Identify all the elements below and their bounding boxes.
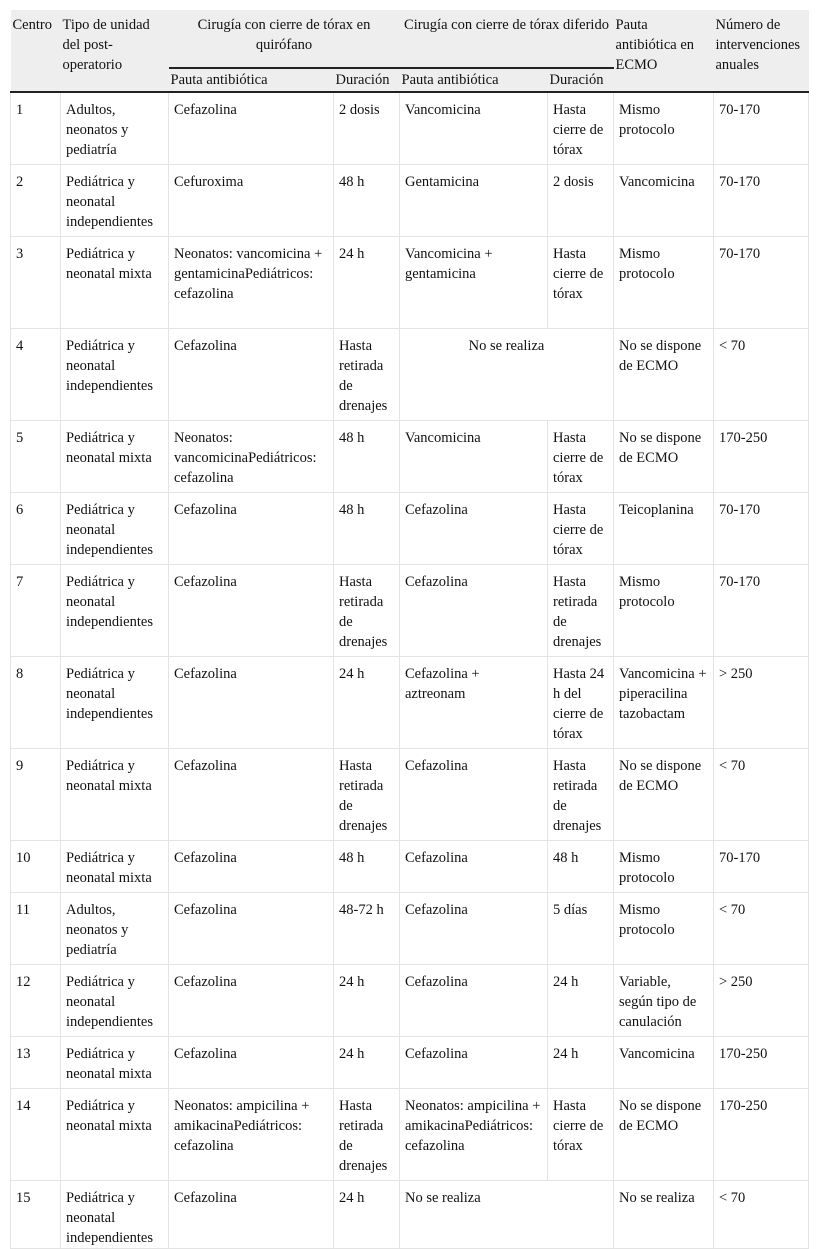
header-cierre-diferido: Cirugía con cierre de tórax diferido (400, 10, 614, 68)
cell-centro: 1 (11, 92, 61, 165)
cell-centro: 3 (11, 237, 61, 329)
cell-diferido-duracion: 5 días (548, 893, 614, 965)
header-diferido-pauta: Pauta antibiótica (400, 68, 548, 92)
header-diferido-duracion: Duración (548, 68, 614, 92)
cell-quirofano-duracion: Hasta retirada de drenajes (334, 1089, 400, 1181)
cell-tipo-unidad: Pediátrica y neonatal mixta (61, 749, 169, 841)
table-row (11, 1181, 809, 1249)
cell-diferido-duracion: Hasta cierre de tórax (548, 1089, 614, 1181)
cell-quirofano-duracion: 48 h (334, 493, 400, 565)
cell-numero-intervenciones: 70-170 (714, 165, 809, 237)
cell-quirofano-pauta: Cefazolina (169, 841, 334, 893)
table-row (11, 493, 809, 565)
cell-centro: 8 (11, 657, 61, 749)
cell-quirofano-duracion: 24 h (334, 237, 400, 329)
cell-numero-intervenciones: 70-170 (714, 237, 809, 329)
cell-pauta-ecmo: No se realiza (614, 1181, 714, 1249)
cell-diferido-pauta: Vancomicina + gentamicina (400, 237, 548, 329)
cell-quirofano-pauta: Cefazolina (169, 493, 334, 565)
cell-diferido-duracion: Hasta 24 h del cierre de tórax (548, 657, 614, 749)
header-quirofano-pauta: Pauta antibiótica (169, 68, 334, 92)
cell-quirofano-duracion: Hasta retirada de drenajes (334, 565, 400, 657)
cell-tipo-unidad: Pediátrica y neonatal independientes (61, 493, 169, 565)
cell-tipo-unidad: Pediátrica y neonatal independientes (61, 165, 169, 237)
table-row (11, 92, 809, 165)
header-tipo-unidad: Tipo de unidad del post-operatorio (61, 10, 169, 92)
table-row (11, 565, 809, 657)
table-row (11, 893, 809, 965)
cell-tipo-unidad: Pediátrica y neonatal independientes (61, 657, 169, 749)
table-body (11, 92, 809, 1249)
cell-centro: 7 (11, 565, 61, 657)
cell-numero-intervenciones: < 70 (714, 749, 809, 841)
cell-numero-intervenciones: 70-170 (714, 841, 809, 893)
cell-diferido-duracion: 24 h (548, 965, 614, 1037)
cell-quirofano-pauta: Cefazolina (169, 965, 334, 1037)
header-quirofano-duracion: Duración (334, 68, 400, 92)
antibiotic-protocol-table (10, 10, 809, 1249)
cell-quirofano-pauta: Cefazolina (169, 1037, 334, 1089)
cell-quirofano-pauta: Cefazolina (169, 893, 334, 965)
cell-pauta-ecmo: Mismo protocolo (614, 92, 714, 165)
cell-diferido-pauta: Cefazolina (400, 1037, 548, 1089)
cell-pauta-ecmo: Vancomicina (614, 165, 714, 237)
header-cierre-quirofano: Cirugía con cierre de tórax en quirófano (169, 10, 400, 68)
cell-diferido-pauta: Neonatos: ampicilina + amikacinaPediátricos: cefazolina (400, 1089, 548, 1181)
cell-pauta-ecmo: No se dispone de ECMO (614, 1089, 714, 1181)
table-row (11, 657, 809, 749)
cell-pauta-ecmo: Mismo protocolo (614, 237, 714, 329)
table-row (11, 749, 809, 841)
table-row (11, 1037, 809, 1089)
cell-quirofano-duracion: 24 h (334, 657, 400, 749)
cell-numero-intervenciones: 170-250 (714, 421, 809, 493)
cell-tipo-unidad: Pediátrica y neonatal independientes (61, 329, 169, 421)
cell-quirofano-duracion: 24 h (334, 1037, 400, 1089)
cell-centro: 12 (11, 965, 61, 1037)
cell-pauta-ecmo: Teicoplanina (614, 493, 714, 565)
cell-quirofano-pauta: Neonatos: vancomicinaPediátricos: cefazolina (169, 421, 334, 493)
cell-quirofano-pauta: Cefazolina (169, 329, 334, 421)
cell-quirofano-duracion: 2 dosis (334, 92, 400, 165)
header-numero-intervenciones: Número de intervenciones anuales (714, 10, 809, 92)
cell-pauta-ecmo: Mismo protocolo (614, 565, 714, 657)
cell-diferido-duracion: Hasta cierre de tórax (548, 421, 614, 493)
table-row (11, 965, 809, 1037)
cell-numero-intervenciones: > 250 (714, 657, 809, 749)
table-row (11, 165, 809, 237)
header-pauta-ecmo: Pauta antibiótica en ECMO (614, 10, 714, 92)
cell-diferido-pauta: Cefazolina (400, 493, 548, 565)
cell-diferido-pauta: Cefazolina (400, 965, 548, 1037)
cell-tipo-unidad: Adultos, neonatos y pediatría (61, 92, 169, 165)
cell-quirofano-pauta: Cefazolina (169, 565, 334, 657)
cell-diferido-duracion: Hasta cierre de tórax (548, 237, 614, 329)
cell-numero-intervenciones: > 250 (714, 965, 809, 1037)
cell-pauta-ecmo: Vancomicina (614, 1037, 714, 1089)
cell-pauta-ecmo: Vancomicina + piperacilina tazobactam (614, 657, 714, 749)
cell-diferido-merged: No se realiza (400, 1181, 614, 1249)
cell-pauta-ecmo: No se dispone de ECMO (614, 329, 714, 421)
cell-centro: 5 (11, 421, 61, 493)
cell-diferido-duracion: Hasta retirada de drenajes (548, 749, 614, 841)
table-row (11, 841, 809, 893)
table-row (11, 329, 809, 421)
cell-quirofano-pauta: Cefazolina (169, 749, 334, 841)
cell-diferido-duracion: Hasta cierre de tórax (548, 493, 614, 565)
cell-diferido-duracion: 24 h (548, 1037, 614, 1089)
table-row (11, 421, 809, 493)
cell-quirofano-pauta: Cefuroxima (169, 165, 334, 237)
cell-quirofano-duracion: 48-72 h (334, 893, 400, 965)
cell-centro: 11 (11, 893, 61, 965)
cell-diferido-pauta: Cefazolina (400, 749, 548, 841)
cell-tipo-unidad: Pediátrica y neonatal mixta (61, 841, 169, 893)
cell-quirofano-pauta: Neonatos: ampicilina + amikacinaPediátricos: cefazolina (169, 1089, 334, 1181)
cell-quirofano-duracion: Hasta retirada de drenajes (334, 749, 400, 841)
cell-quirofano-duracion: 48 h (334, 421, 400, 493)
cell-diferido-duracion: 48 h (548, 841, 614, 893)
cell-diferido-pauta: Vancomicina (400, 421, 548, 493)
cell-diferido-duracion: Hasta retirada de drenajes (548, 565, 614, 657)
cell-diferido-pauta: Cefazolina (400, 893, 548, 965)
cell-tipo-unidad: Pediátrica y neonatal mixta (61, 421, 169, 493)
cell-centro: 6 (11, 493, 61, 565)
cell-pauta-ecmo: Variable, según tipo de canulación (614, 965, 714, 1037)
cell-quirofano-pauta: Cefazolina (169, 1181, 334, 1249)
cell-diferido-pauta: Vancomicina (400, 92, 548, 165)
cell-diferido-duracion: 2 dosis (548, 165, 614, 237)
cell-tipo-unidad: Adultos, neonatos y pediatría (61, 893, 169, 965)
cell-pauta-ecmo: Mismo protocolo (614, 841, 714, 893)
cell-numero-intervenciones: 170-250 (714, 1037, 809, 1089)
cell-centro: 2 (11, 165, 61, 237)
cell-quirofano-pauta: Cefazolina (169, 92, 334, 165)
cell-quirofano-duracion: 24 h (334, 965, 400, 1037)
cell-centro: 9 (11, 749, 61, 841)
cell-centro: 13 (11, 1037, 61, 1089)
cell-tipo-unidad: Pediátrica y neonatal mixta (61, 1089, 169, 1181)
cell-diferido-pauta: Gentamicina (400, 165, 548, 237)
cell-numero-intervenciones: 170-250 (714, 1089, 809, 1181)
cell-centro: 4 (11, 329, 61, 421)
cell-quirofano-pauta: Neonatos: vancomicina + gentamicinaPediátricos: cefazolina (169, 237, 334, 329)
cell-diferido-merged: No se realiza (400, 329, 614, 421)
cell-numero-intervenciones: < 70 (714, 1181, 809, 1249)
cell-quirofano-duracion: 48 h (334, 165, 400, 237)
cell-tipo-unidad: Pediátrica y neonatal independientes (61, 565, 169, 657)
cell-centro: 10 (11, 841, 61, 893)
cell-numero-intervenciones: 70-170 (714, 565, 809, 657)
cell-pauta-ecmo: Mismo protocolo (614, 893, 714, 965)
cell-quirofano-duracion: 24 h (334, 1181, 400, 1249)
cell-centro: 15 (11, 1181, 61, 1249)
cell-numero-intervenciones: 70-170 (714, 92, 809, 165)
cell-diferido-pauta: Cefazolina (400, 841, 548, 893)
cell-quirofano-pauta: Cefazolina (169, 657, 334, 749)
cell-numero-intervenciones: < 70 (714, 329, 809, 421)
cell-pauta-ecmo: No se dispone de ECMO (614, 749, 714, 841)
header-centro: Centro (11, 10, 61, 92)
cell-numero-intervenciones: < 70 (714, 893, 809, 965)
cell-quirofano-duracion: Hasta retirada de drenajes (334, 329, 400, 421)
cell-diferido-duracion: Hasta cierre de tórax (548, 92, 614, 165)
cell-diferido-pauta: Cefazolina (400, 565, 548, 657)
cell-tipo-unidad: Pediátrica y neonatal independientes (61, 965, 169, 1037)
cell-diferido-pauta: Cefazolina + aztreonam (400, 657, 548, 749)
cell-pauta-ecmo: No se dispone de ECMO (614, 421, 714, 493)
cell-numero-intervenciones: 70-170 (714, 493, 809, 565)
cell-centro: 14 (11, 1089, 61, 1181)
table-row (11, 1089, 809, 1181)
cell-tipo-unidad: Pediátrica y neonatal independientes (61, 1181, 169, 1249)
table-row (11, 237, 809, 329)
cell-tipo-unidad: Pediátrica y neonatal mixta (61, 237, 169, 329)
cell-quirofano-duracion: 48 h (334, 841, 400, 893)
cell-tipo-unidad: Pediátrica y neonatal mixta (61, 1037, 169, 1089)
